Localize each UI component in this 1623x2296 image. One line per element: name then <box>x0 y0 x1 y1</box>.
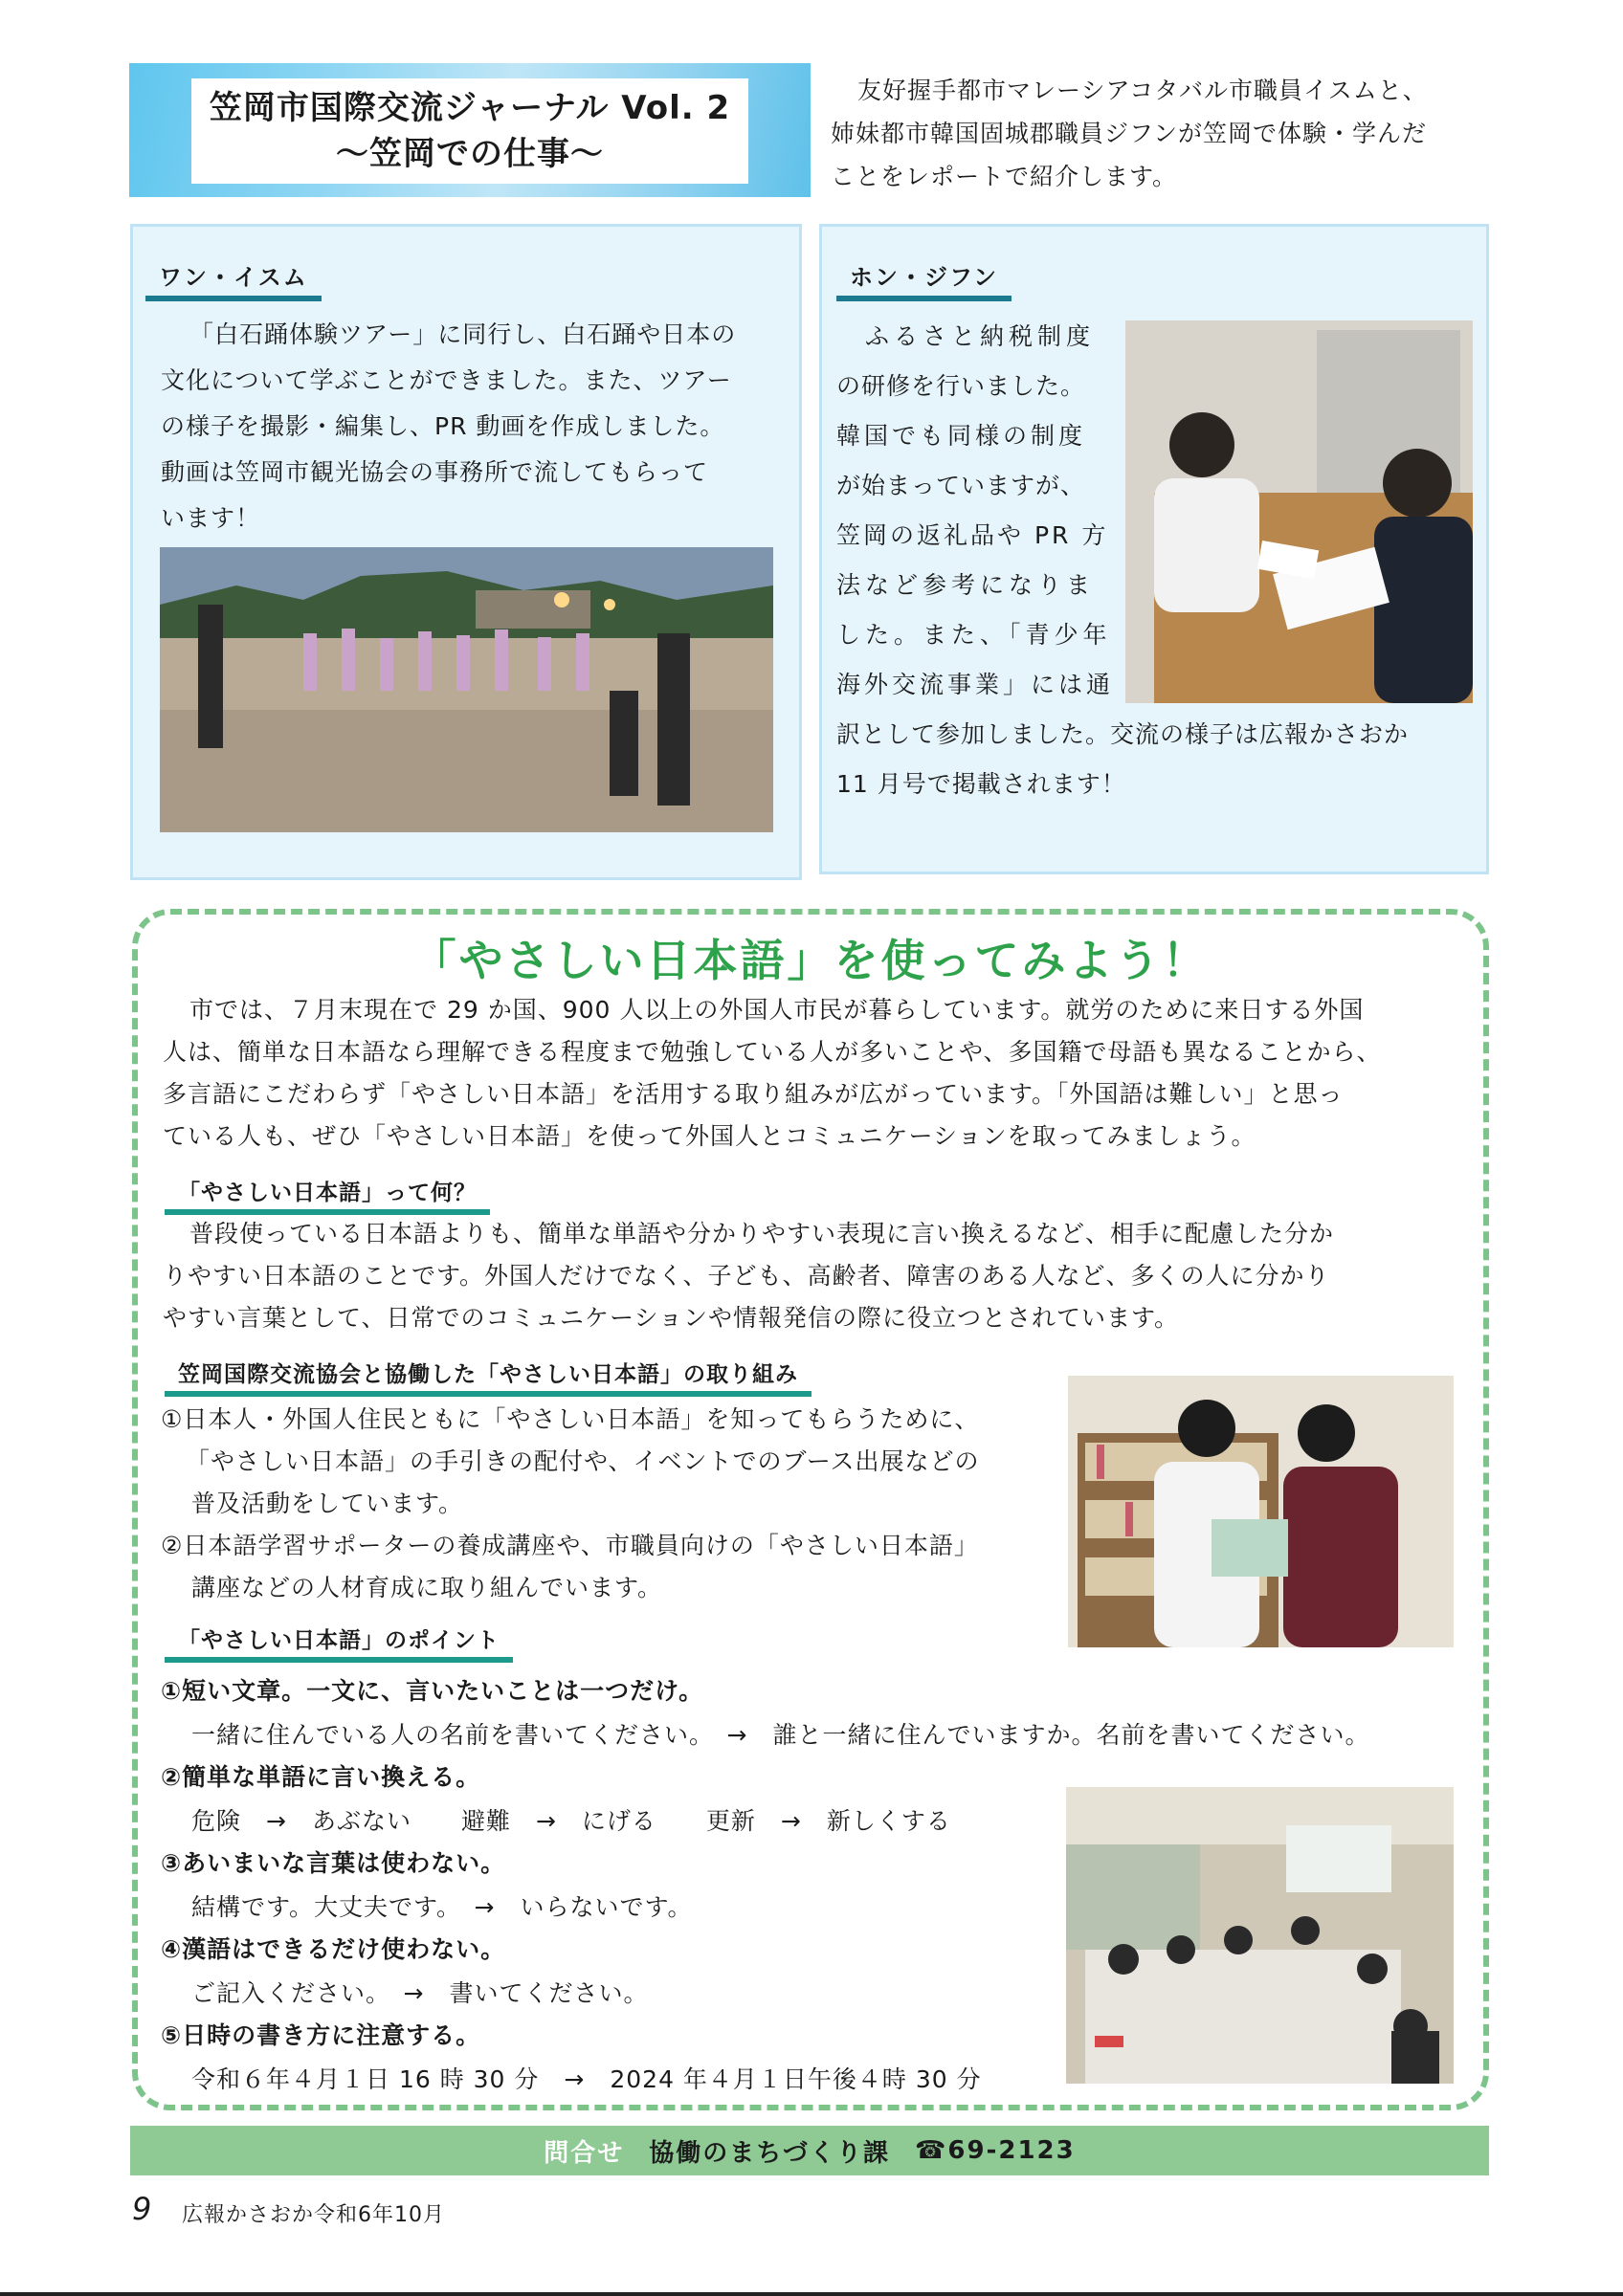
journal-title-line2: ～笠岡での仕事～ <box>336 135 604 173</box>
dance-tour-photo-image <box>160 547 773 832</box>
intro-line: 市では、７月末現在で 29 か国、900 人以上の外国人市民が暮らしています。就労のために来日する外国 <box>189 996 1365 1024</box>
text-line: 「やさしい日本語」の手引きの配付や、イベントでのブース出展などの <box>186 1447 980 1475</box>
text-line: の様子を撮影・編集し、PR 動画を作成しました。 <box>161 412 725 440</box>
point-2-title: ②簡単な単語に言い換える。 <box>161 1763 481 1791</box>
text-line: ふるさと納税制度 <box>865 322 1096 350</box>
intro-line: 人は、簡単な日本語なら理解できる程度まで勉強している人が多いことや、多国籍で母語も異なることから、 <box>163 1038 1382 1066</box>
text-line: 11 月号で掲載されます！ <box>836 770 1126 798</box>
tax-training-photo-image <box>1125 320 1473 703</box>
point-1-example: 一緒に住んでいる人の名前を書いてください。 → 誰と一緒に住んでいますか。名前を書いてください。 <box>191 1721 1370 1749</box>
point-5-title: ⑤日時の書き方に注意する。 <box>161 2021 481 2049</box>
point-3-title: ③あいまいな言葉は使わない。 <box>161 1849 506 1877</box>
text-line: 訳として参加しました。交流の様子は広報かさおか <box>836 720 1410 748</box>
text-line: 法など参考になりま <box>836 571 1096 599</box>
hong-jihun-heading: ホン・ジフン <box>836 258 1012 301</box>
yasashii-intro <box>163 989 1474 1158</box>
text-line: ②日本語学習サポーターの養成講座や、市職員向けの「やさしい日本語」 <box>161 1532 979 1559</box>
point-5-example: 令和６年４月１日 16 時 30 分 → 2024 年４月１日午後４時 30 分 <box>191 2065 982 2093</box>
workshop-photo <box>1066 1787 1454 2084</box>
handbook-photo <box>1068 1376 1454 1647</box>
kyodo-heading: 笠岡国際交流協会と協働した「やさしい日本語」の取り組み <box>165 1357 812 1397</box>
text-line: 講座などの人材育成に取り組んでいます。 <box>191 1574 663 1601</box>
journal-title-line1: 笠岡市国際交流ジャーナル Vol. 2 <box>209 89 731 127</box>
wan-ismu-heading: ワン・イスム <box>145 258 322 301</box>
tax-training-photo <box>1125 320 1473 703</box>
text-line: の研修を行いました。 <box>836 372 1086 400</box>
intro-line: 姉妹都市韓国固城郡職員ジフンが笠岡で体験・学んだ <box>831 120 1428 147</box>
text-line: 海外交流事業」には通 <box>836 671 1115 698</box>
text-line: 「白石踊体験ツアー」に同行し、白石踊や日本の <box>189 320 737 348</box>
text-line: 普段使っている日本語よりも、簡単な単語や分かりやすい表現に言い換えるなど、相手に配慮した分か <box>189 1220 1335 1247</box>
text-line: 文化について学ぶことができました。また、ツアー <box>161 366 732 394</box>
text-line: が始まっていますが、 <box>836 472 1086 499</box>
point-3-example: 結構です。大丈夫です。 → いらないです。 <box>191 1893 693 1921</box>
intro-line: ことをレポートで紹介します。 <box>831 163 1178 190</box>
contact-phone[interactable]: ☎69-2123 <box>915 2136 1076 2165</box>
contact-bar <box>130 2126 1489 2175</box>
text-line: 普及活動をしています。 <box>191 1490 464 1517</box>
what-is-heading: 「やさしい日本語」って何？ <box>165 1175 490 1215</box>
point-4-example: ご記入ください。 → 書いてください。 <box>191 1979 649 2007</box>
text-line: した。また、「青少年 <box>836 621 1112 649</box>
text-line: ①日本人・外国人住民ともに「やさしい日本語」を知ってもらうために、 <box>161 1405 980 1433</box>
kyodo-text <box>161 1399 1060 1609</box>
intro-line: 多言語にこだわらず「やさしい日本語」を活用する取り組みが広がっています。「外国語は難しい」と思っ <box>163 1080 1344 1108</box>
header-intro <box>831 69 1501 198</box>
contact-label: 問合せ <box>544 2138 625 2168</box>
bottom-divider <box>0 2292 1623 2296</box>
point-2-example: 危険 → あぶない 避難 → にげる 更新 → 新しくする <box>191 1807 951 1835</box>
page-number: 9 <box>132 2191 152 2227</box>
point-4-title: ④漢語はできるだけ使わない。 <box>161 1935 506 1963</box>
journal-title <box>191 78 748 184</box>
text-line: りやすい日本語のことです。外国人だけでなく、子ども、高齢者、障害のある人など、多くの人に分かり <box>163 1262 1330 1290</box>
text-line: います！ <box>161 504 261 532</box>
point-1-title: ①短い文章。一文に、言いたいことは一つだけ。 <box>161 1677 704 1705</box>
intro-line: 友好握手都市マレーシアコタバル市職員イスムと、 <box>857 77 1428 104</box>
points-heading: 「やさしい日本語」のポイント <box>165 1623 513 1663</box>
yasashii-nihongo-title: 「やさしい日本語」を使ってみよう！ <box>411 935 1210 986</box>
what-is-text <box>163 1213 1474 1339</box>
text-line: 笠岡の返礼品や PR 方 <box>836 521 1109 549</box>
handbook-photo-image <box>1068 1376 1454 1647</box>
text-line: 動画は笠岡市観光協会の事務所で流してもらって <box>161 458 709 486</box>
dance-tour-photo <box>160 547 773 832</box>
text-line: 韓国でも同様の制度 <box>836 422 1087 450</box>
workshop-photo-image <box>1066 1787 1454 2084</box>
contact-department: 協働のまちづくり課 <box>649 2138 891 2168</box>
intro-line: ている人も、ぜひ「やさしい日本語」を使って外国人とコミュニケーションを取ってみましょう。 <box>163 1122 1256 1150</box>
wan-ismu-text <box>161 312 792 541</box>
publication-name: 広報かさおか令和6年10月 <box>182 2203 445 2227</box>
text-line: やすい言葉として、日常でのコミュニケーションや情報発信の際に役立つとされています。 <box>163 1304 1180 1332</box>
